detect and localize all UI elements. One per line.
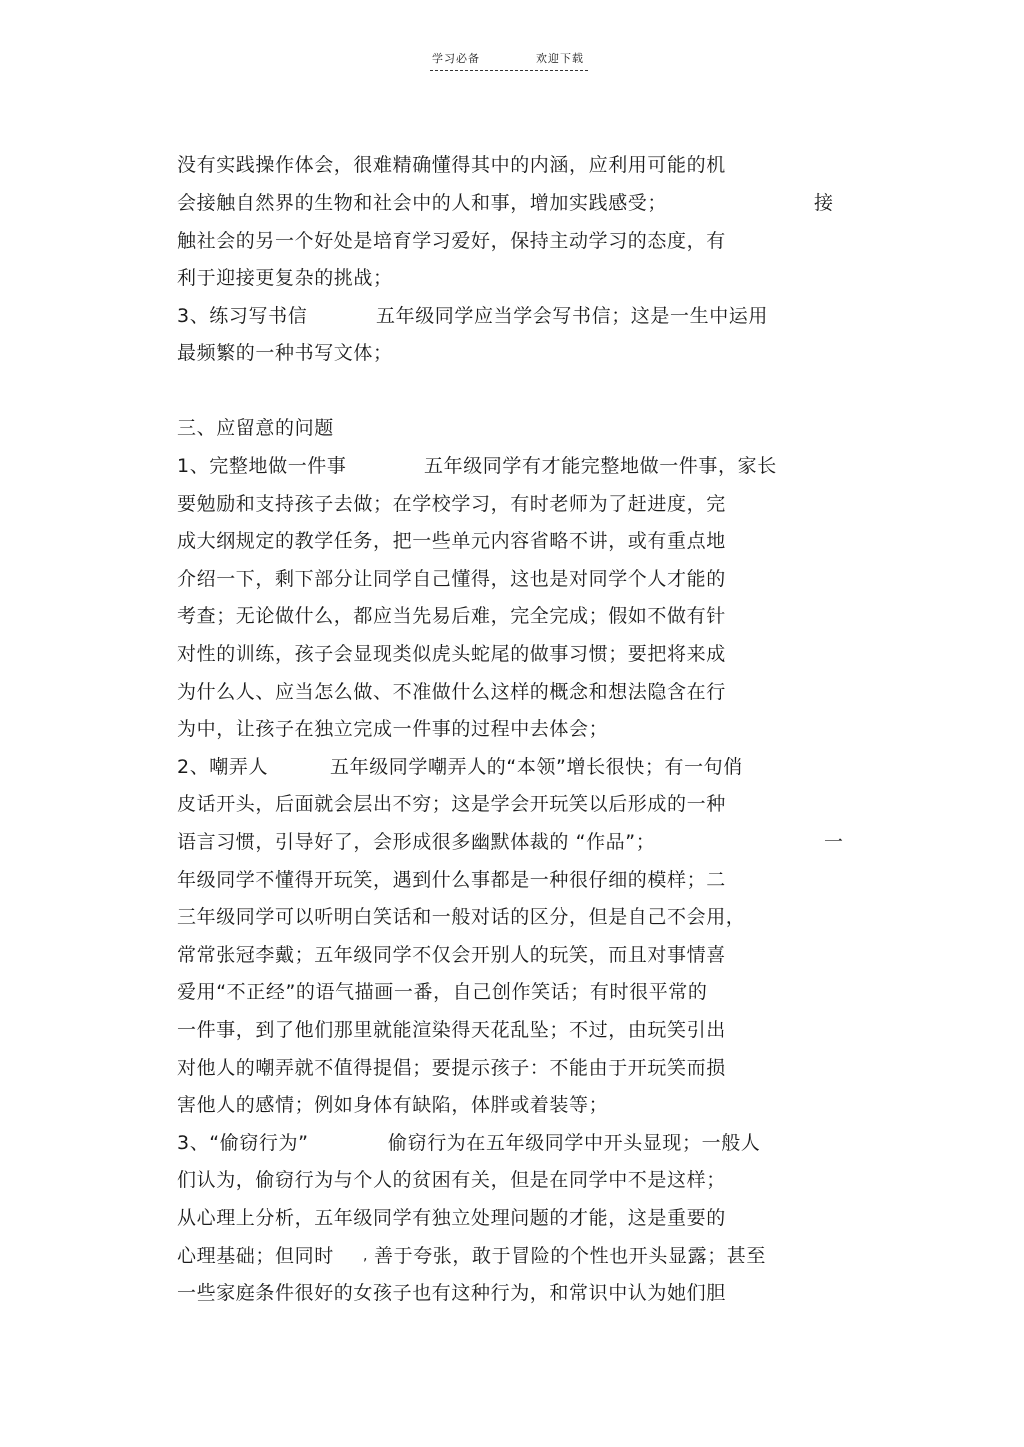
text-line: 爱用“不正经”的语气描画一番，自己创作笑话；有时很平常的	[177, 981, 708, 1003]
text-line: 一	[824, 831, 844, 853]
text-line: ,	[363, 1248, 369, 1264]
header-left-text: 学习必备	[432, 52, 480, 65]
text-line: 3、“偷窃行为”	[177, 1132, 309, 1154]
text-line: 对性的训练，孩子会显现类似虎头蛇尾的做事习惯；要把将来成	[177, 643, 726, 665]
text-line: 年级同学不懂得开玩笑，遇到什么事都是一种很仔细的模样；二	[177, 869, 726, 891]
text-line: 没有实践操作体会，很难精确懂得其中的内涵，应利用可能的机	[177, 154, 726, 176]
text-line: 从心理上分析，五年级同学有独立处理问题的才能，这是重要的	[177, 1207, 726, 1229]
section-heading: 三、应留意的问题	[177, 417, 334, 439]
text-line: 利于迎接更复杂的挑战；	[177, 267, 393, 289]
text-line: 善于夸张，敢于冒险的个性也开头显露；甚至	[374, 1245, 767, 1267]
text-line: 偷窃行为在五年级同学中开头显现；一般人	[388, 1132, 761, 1154]
text-line: 1、完整地做一件事	[177, 455, 347, 477]
text-line: 为什么人、应当怎么做、不准做什么这样的概念和想法隐含在行	[177, 681, 726, 703]
text-line: 最频繁的一种书写文体；	[177, 342, 393, 364]
text-line: 触社会的另一个好处是培育学习爱好，保持主动学习的态度，有	[177, 230, 726, 252]
text-line: 三年级同学可以听明白笑话和一般对话的区分，但是自己不会用，	[177, 906, 746, 928]
page-header	[430, 48, 588, 71]
text-line: 一件事，到了他们那里就能渲染得天花乱坠；不过，由玩笑引出	[177, 1019, 726, 1041]
text-line: 五年级同学应当学会写书信；这是一生中运用	[376, 305, 769, 327]
text-line: 会接触自然界的生物和社会中的人和事，增加实践感受；	[177, 192, 668, 214]
text-line: 语言习惯，引导好了，会形成很多幽默体裁的 “作品”；	[177, 831, 656, 853]
text-line: 心理基础；但同时	[177, 1245, 334, 1267]
text-line: 考查；无论做什么，都应当先易后难，完全完成；假如不做有针	[177, 605, 726, 627]
text-line: 害他人的感情；例如身体有缺陷，体胖或着装等；	[177, 1094, 609, 1116]
text-line: 五年级同学嘲弄人的“本领”增长很快；有一句俏	[330, 756, 743, 778]
text-line: 为中，让孩子在独立完成一件事的过程中去体会；	[177, 718, 609, 740]
text-line: 常常张冠李戴；五年级同学不仅会开别人的玩笑，而且对事情喜	[177, 944, 726, 966]
text-line: 成大纲规定的教学任务，把一些单元内容省略不讲，或有重点地	[177, 530, 726, 552]
text-line: 五年级同学有才能完整地做一件事，家长	[424, 455, 777, 477]
text-line: 接	[814, 192, 834, 214]
header-right-text: 欢迎下载	[536, 52, 584, 65]
text-line: 一些家庭条件很好的女孩子也有这种行为，和常识中认为她们胆	[177, 1282, 726, 1304]
text-line: 要勉励和支持孩子去做；在学校学习，有时老师为了赶进度，完	[177, 493, 726, 515]
text-line: 介绍一下，剩下部分让同学自己懂得，这也是对同学个人才能的	[177, 568, 726, 590]
text-line: 对他人的嘲弄就不值得提倡；要提示孩子：不能由于开玩笑而损	[177, 1057, 726, 1079]
text-line: 们认为，偷窃行为与个人的贫困有关，但是在同学中不是这样；	[177, 1169, 726, 1191]
text-line: 2、嘲弄人	[177, 756, 269, 778]
text-line: 3、练习写书信	[177, 305, 308, 327]
text-line: 皮话开头，后面就会层出不穷；这是学会开玩笑以后形成的一种	[177, 793, 726, 815]
